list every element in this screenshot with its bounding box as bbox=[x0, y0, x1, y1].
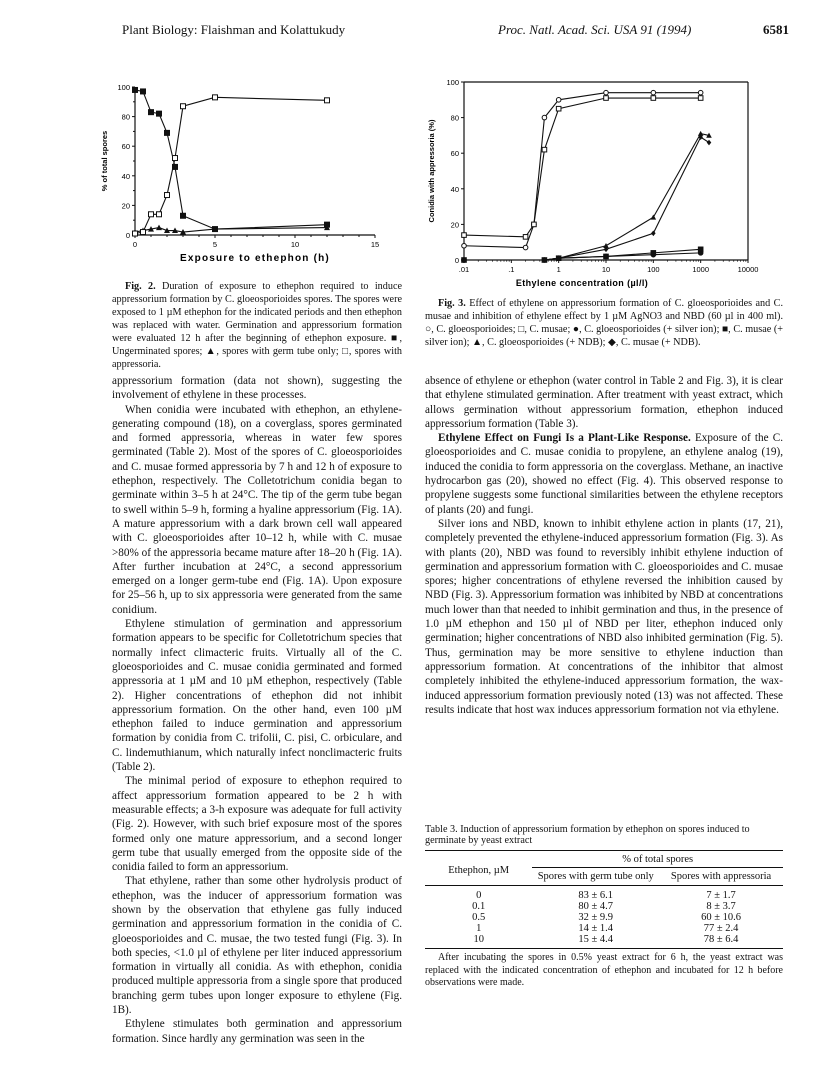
data-point bbox=[542, 147, 547, 152]
series-3 bbox=[133, 95, 330, 236]
x-tick-label: 1 bbox=[556, 265, 561, 274]
table-cell: 83 ± 6.1 bbox=[578, 890, 614, 901]
data-point bbox=[173, 156, 178, 161]
table-cell: 80 ± 4.7 bbox=[578, 901, 614, 912]
data-point bbox=[181, 104, 186, 109]
data-point bbox=[157, 111, 162, 116]
x-tick-label: 15 bbox=[370, 240, 380, 249]
series-6 bbox=[462, 134, 712, 262]
data-point bbox=[165, 193, 170, 198]
data-point bbox=[213, 95, 218, 100]
table-cell: 15 ± 4.4 bbox=[578, 934, 614, 945]
table-cell: 7 ± 1.7 bbox=[706, 890, 736, 901]
data-point bbox=[542, 115, 547, 120]
y-tick-label: 80 bbox=[450, 113, 459, 123]
data-point bbox=[604, 254, 609, 259]
left-column-text bbox=[112, 374, 402, 1046]
x-tick-label: 5 bbox=[212, 240, 218, 249]
data-point bbox=[698, 96, 703, 101]
paragraph: Silver ions and NBD, known to inhibit ethylene action in plants (17, 21), completely prevented the ethylene-induced appressorium formation (Fig. 3). As with plants (20), NBD was found to reversibly inhibit ethylene induction of germination and appressorium formation with C. gloeosporioides and C. musae spores; higher concentrations of ethylene reversed the inhibition caused by NBD (Fig. 3). Appressorium formation was inhibited by NBD at concentrations much lower than that needed to inhibit germination and thus, in the presence of 1.0 µM ethephon and 150 µl of NBD per liter, ethephon induced only germination; higher concentrations of NBD also inhibited germination (Fig. 5). Thus, germination may be more sensitive to ethylene induction than appressorium formation. At concentrations of the inhibitor that almost completely inhibited the ethylene-induced appressorium formation, the wax-induced appressorium formation previously noted (13) was not affected. These results indicate that host wax induces appressorium formation not via ethylene. bbox=[425, 517, 783, 716]
series-line bbox=[464, 93, 701, 248]
x-tick-label: 10 bbox=[290, 240, 300, 249]
table-cell: 60 ± 10.6 bbox=[701, 912, 741, 923]
data-point bbox=[523, 245, 528, 250]
section-heading: Ethylene Effect on Fungi Is a Plant-Like Response. bbox=[438, 432, 691, 445]
running-header-authors: Plant Biology: Flaishman and Kolattukudy bbox=[122, 22, 346, 37]
table-header-germ-tube: Spores with germ tube only bbox=[537, 871, 654, 882]
paragraph: When conidia were incubated with ethephon, an ethylene-generating compound (18), on a coverglass, spores germinated and formed appressoria, whereas in water few spores germinated (Table 2). Most of the spores of C. gloeosporioides and C. musae formed appressoria by 7 h and 12 h of exposure to ethephon, respectively. The Colletotrichum conidia began to germinate within 3–5 h at 24°C. The tip of the germ tube began to swell within 5–9 h, forming a hyaline appressorium (Fig. 1A). A mature appressorium with a dark brown cell wall appeared with C. gloeosporioides after 10–12 h, while with C. musae >80% of the appressoria became mature after 18–20 h (Fig. 1A). After further incubation at 24°C, a second appressorium emerged on a longer germ-tube end (Fig. 1A). Upon exposure for 25–56 h, up to six appressoria were generated from the same conidium. bbox=[112, 403, 402, 616]
series-line bbox=[135, 90, 327, 229]
x-tick-label: 0 bbox=[132, 240, 138, 249]
series-line bbox=[464, 137, 709, 260]
data-point bbox=[707, 140, 712, 146]
data-point bbox=[462, 243, 467, 248]
data-point bbox=[462, 233, 467, 238]
y-axis-label: Conidia with appressoria (%) bbox=[427, 119, 436, 223]
data-point bbox=[156, 225, 162, 231]
series-5 bbox=[461, 131, 712, 262]
table-header-appressoria: Spores with appressoria bbox=[670, 871, 772, 882]
data-point bbox=[651, 251, 656, 256]
data-point bbox=[604, 90, 609, 95]
table-group-header: % of total spores bbox=[532, 851, 783, 868]
x-tick-label: 1000 bbox=[692, 265, 710, 274]
figure-2-caption-text: Duration of exposure to ethephon required to induce appressorium formation by C. gloeosporioides spores. The spores were exposed to 1 µM ethephon for the indicated periods and then ethephon was replaced with water. Germination and appressorium formation were evaluated 12 h after the beginning of ethephon exposure. ■, Ungerminated spores; ▲, spores with germ tube only; □, spores with appressoria. bbox=[112, 281, 402, 370]
table-cell: 0.1 bbox=[472, 901, 486, 912]
table-3 bbox=[425, 824, 783, 990]
x-tick-label: .01 bbox=[458, 265, 470, 274]
y-tick-label: 40 bbox=[121, 171, 130, 181]
data-point bbox=[698, 90, 703, 95]
series-1 bbox=[133, 87, 330, 231]
table-cell: 0.5 bbox=[472, 912, 486, 923]
page-number: 6581 bbox=[763, 22, 789, 37]
y-tick-label: 20 bbox=[121, 201, 130, 211]
table-3-grid bbox=[425, 850, 783, 990]
series-line bbox=[464, 134, 709, 260]
series-line bbox=[464, 98, 701, 237]
paragraph: absence of ethylene or ethephon (water control in Table 2 and Fig. 3), it is clear that ethylene stimulated germination. After treatment with yeast extract, which allows germination without appressorium formation, ethephon induced appressorium formation (Table 3). bbox=[425, 375, 783, 430]
paragraph: appressorium formation (data not shown), suggesting the involvement of ethylene in these processes. bbox=[112, 375, 402, 402]
data-point bbox=[556, 106, 561, 111]
data-point bbox=[157, 212, 162, 217]
table-cell: 78 ± 6.4 bbox=[703, 934, 739, 945]
data-point bbox=[149, 212, 154, 217]
data-point bbox=[141, 89, 146, 94]
y-tick-label: 60 bbox=[450, 149, 459, 159]
data-point bbox=[651, 231, 656, 237]
data-point bbox=[165, 130, 170, 135]
paragraph: Ethylene stimulates both germination and appressorium formation. Since hardly any germination was seen in the bbox=[112, 1018, 402, 1045]
y-tick-label: 80 bbox=[121, 112, 130, 122]
x-axis-label: Ethylene concentration (µl/l) bbox=[515, 278, 649, 288]
data-point bbox=[556, 98, 561, 103]
data-point bbox=[133, 87, 138, 92]
table-cell: 0 bbox=[476, 890, 482, 901]
series-2 bbox=[462, 96, 703, 239]
paragraph: That ethylene, rather than some other hydrolysis product of ethephon, was the inducer of appressorium formation was shown by the observation that ethylene gas fully induced germination and appressorium formation in the conidia of C. gloeosporioides and C. musae, the two tested fungi (Fig. 3). In both species, <1.0 µl of ethylene per liter induced appressorium formation in virtually all conidia. As with ethephon, conidia produced multiple appressoria from a single spore that produced branching germ tubes upon longer exposure to ethylene (Fig. 1B). bbox=[112, 875, 402, 1017]
data-point bbox=[604, 96, 609, 101]
data-point bbox=[133, 231, 138, 236]
data-point bbox=[523, 235, 528, 240]
table-cell: 1 bbox=[476, 923, 482, 934]
figure-3-caption bbox=[425, 297, 783, 349]
table-cell: 8 ± 3.7 bbox=[706, 901, 736, 912]
y-tick-label: 100 bbox=[117, 83, 130, 92]
table-cell: 14 ± 1.4 bbox=[578, 923, 614, 934]
paragraph-text: Exposure of the C. gloeosporioides and C. musae conidia to propylene, an ethylene analog (19), induced the conidia to form appressoria on the coverglass. Methane, an inactive hydrocarbon gas (20), showed no effect (Fig. 4). This observed response to propylene suggests some functional similarities between the ethylene receptors of plants (20) and fungi. bbox=[425, 432, 784, 516]
data-point bbox=[149, 110, 154, 115]
y-tick-label: 60 bbox=[121, 142, 130, 152]
data-point bbox=[181, 213, 186, 218]
data-point bbox=[141, 230, 146, 235]
x-axis-label: Exposure to ethephon (h) bbox=[180, 253, 330, 264]
data-point bbox=[651, 214, 657, 219]
series-line bbox=[135, 97, 327, 233]
table-cell: 77 ± 2.4 bbox=[703, 923, 739, 934]
table-cell: 10 bbox=[473, 934, 484, 945]
data-point bbox=[651, 96, 656, 101]
data-point bbox=[698, 247, 703, 252]
paragraph: Ethylene stimulation of germination and appressorium formation appears to be specific for Colletotrichum species that normally infect climacteric fruits. Virtually all of the C. gloeosporioides and C. musae conidia germinated and formed appressoria at 1 µM and 10 µM ethephon, respectively (Table 2). Higher concentrations of ethephon did not inhibit appressorium formation. On the other hand, even 100 µM ethephon failed to induce germination and appressorium formation by conidia from C. trifolii, C. pisi, C. orbiculare, and C. lindemuthianum, which naturally infect nonclimacteric fruits (Table 2). bbox=[112, 618, 402, 774]
figure-3-caption-text: Effect of ethylene on appressorium formation of C. gloeosporioides and C. musae and inhibition of ethylene effect by 1 µM AgNO3 and NBD (60 µl in 400 ml). ○, C. gloeosporioides; □, C. musae; ●, C. gloeosporioides (+ silver ion); ■, C. musae (+ silver ion); ▲, C. gloeosporioides (+ NDB); ◆, C. musae (+ NDB). bbox=[425, 298, 783, 348]
right-column-text bbox=[425, 374, 783, 717]
y-tick-label: 100 bbox=[446, 78, 459, 87]
data-point bbox=[325, 98, 330, 103]
y-tick-label: 40 bbox=[450, 184, 459, 194]
y-tick-label: 0 bbox=[454, 256, 459, 265]
table-header-ethephon: Ethephon, µM bbox=[448, 864, 510, 876]
data-point bbox=[651, 90, 656, 95]
x-tick-label: 100 bbox=[647, 265, 660, 274]
paragraph: The minimal period of exposure to ethephon required to affect appressorium formation appeared to be 2 h with measurable effects; a 3-h exposure was adequate for full activity (Fig. 2). However, with such brief exposure most of the spores formed only one mature appressorium, and a second longer germ tube that usually emerged from the opposite side of the conidia failed to form an appressorium. bbox=[112, 775, 402, 874]
table-3-title: Table 3. Induction of appressorium formation by ethephon on spores induced to germinate by yeast extract bbox=[425, 824, 750, 846]
data-point bbox=[532, 222, 537, 227]
y-axis-label: % of total spores bbox=[100, 130, 109, 192]
paragraph bbox=[425, 431, 783, 517]
table-cell: 32 ± 9.9 bbox=[578, 912, 614, 923]
figure-2-caption bbox=[112, 280, 402, 371]
x-tick-label: 10000 bbox=[737, 265, 759, 274]
series-1 bbox=[462, 90, 703, 249]
y-tick-label: 0 bbox=[125, 231, 130, 240]
figure-2-chart bbox=[90, 72, 390, 282]
figure-3-label: Fig. 3. bbox=[438, 298, 466, 309]
figure-2-label: Fig. 2. bbox=[125, 281, 156, 292]
y-tick-label: 20 bbox=[450, 220, 459, 230]
x-tick-label: 10 bbox=[601, 265, 611, 274]
figure-3-chart bbox=[420, 70, 760, 298]
x-tick-label: .1 bbox=[508, 265, 515, 274]
table-footnote: After incubating the spores in 0.5% yeast extract for 6 h, the yeast extract was replaced with the indicated concentration of ethephon and incubated for 12 h before observations were made. bbox=[425, 952, 783, 988]
running-header-journal: Proc. Natl. Acad. Sci. USA 91 (1994) bbox=[498, 22, 692, 37]
